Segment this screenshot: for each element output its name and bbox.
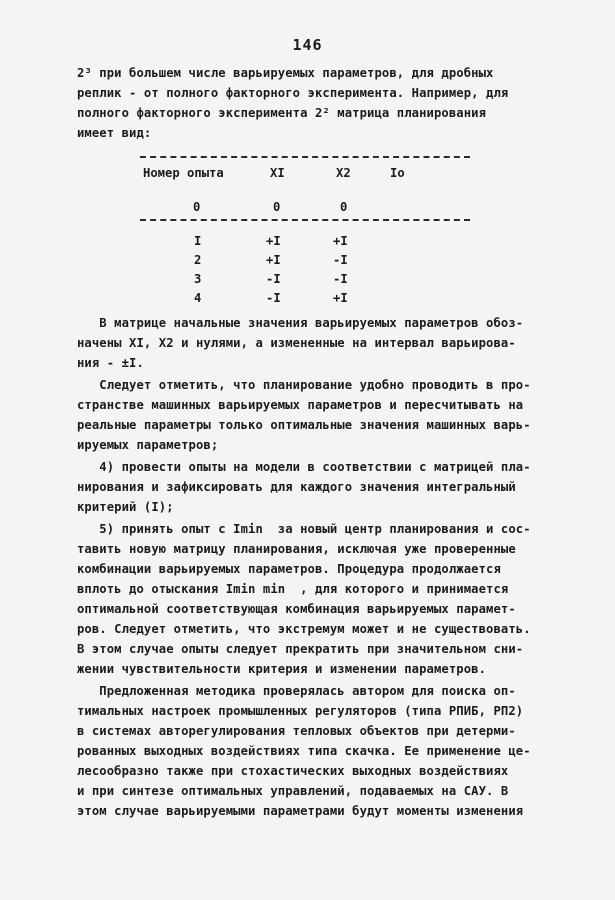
text-line: 2³ при большем числе варьируемых параметров, для дробных [77,66,494,80]
text-line: лесообразно также при стохастических выходных воздействиях [77,764,509,778]
table-header-cell: Io [390,166,405,180]
table-cell: 2 [194,253,202,267]
table-header-cell: XI [270,166,285,180]
text-line: в системах авторегулирования тепловых объектов при детерми- [77,724,516,738]
table-cell: -I [266,291,281,305]
text-line: вплоть до отыскания Imin min , для которого и принимается [77,582,509,596]
text-line: ров. Следует отметить, что экстремум может и не существовать. [77,622,531,636]
text-line: комбинации варьируемых параметров. Процедура продолжается [77,562,501,576]
text-line: жении чувствительности критерия и изменении параметров. [77,662,487,676]
text-line: В матрице начальные значения варьируемых параметров обоз- [77,316,524,330]
table-cell: 4 [194,291,202,305]
table-cell: +I [266,234,281,248]
page-number: 146 [292,36,323,54]
table-cell: +I [333,234,348,248]
table-rule-bottom [140,219,470,221]
text-line: 5) принять опыт с Imin за новый центр планирования и сос- [77,522,531,536]
text-line: этом случае варьируемыми параметрами будут моменты изменения [77,804,524,818]
text-line: реплик - от полного факторного эксперимента. Например, для [77,86,509,100]
text-line: оптимальной соответствующая комбинация варьируемых парамет- [77,602,516,616]
table-cell: 0 [193,200,201,214]
table-cell: +I [266,253,281,267]
text-line: Предложенная методика проверялась автором для поиска оп- [77,684,516,698]
table-cell: -I [333,253,348,267]
table-cell: 0 [273,200,281,214]
table-cell: -I [333,272,348,286]
text-line: критерий (I); [77,500,174,514]
text-line: имеет вид: [77,126,152,140]
text-line: В этом случае опыты следует прекратить при значительном сни- [77,642,524,656]
table-cell: 0 [340,200,348,214]
table-rule-top [140,156,470,158]
text-line: тимальных настроек промышленных регуляторов (типа РПИБ, РП2) [77,704,524,718]
text-line: полного факторного эксперимента 2² матрица планирования [77,106,487,120]
text-line: странстве машинных варьируемых параметров и пересчитывать на [77,398,524,412]
table-header-cell: Номер опыта [143,166,224,180]
text-line: ния - ±I. [77,356,144,370]
table-header-cell: X2 [336,166,351,180]
text-line: начены XI, X2 и нулями, а измененные на интервал варьирова- [77,336,516,350]
text-line: и при синтезе оптимальных управлений, подаваемых на САУ. В [77,784,509,798]
table-cell: 3 [194,272,202,286]
table-cell: +I [333,291,348,305]
text-line: тавить новую матрицу планирования, исключая уже проверенные [77,542,516,556]
text-line: нирования и зафиксировать для каждого значения интегральный [77,480,516,494]
text-line: 4) провести опыты на модели в соответствии с матрицей пла- [77,460,531,474]
text-line: Следует отметить, что планирование удобно проводить в про- [77,378,531,392]
text-line: реальные параметры только оптимальные значения машинных варь- [77,418,531,432]
table-cell: -I [266,272,281,286]
text-line: ируемых параметров; [77,438,219,452]
table-cell: I [194,234,202,248]
text-line: рованных выходных воздействиях типа скачка. Ее применение це- [77,744,531,758]
